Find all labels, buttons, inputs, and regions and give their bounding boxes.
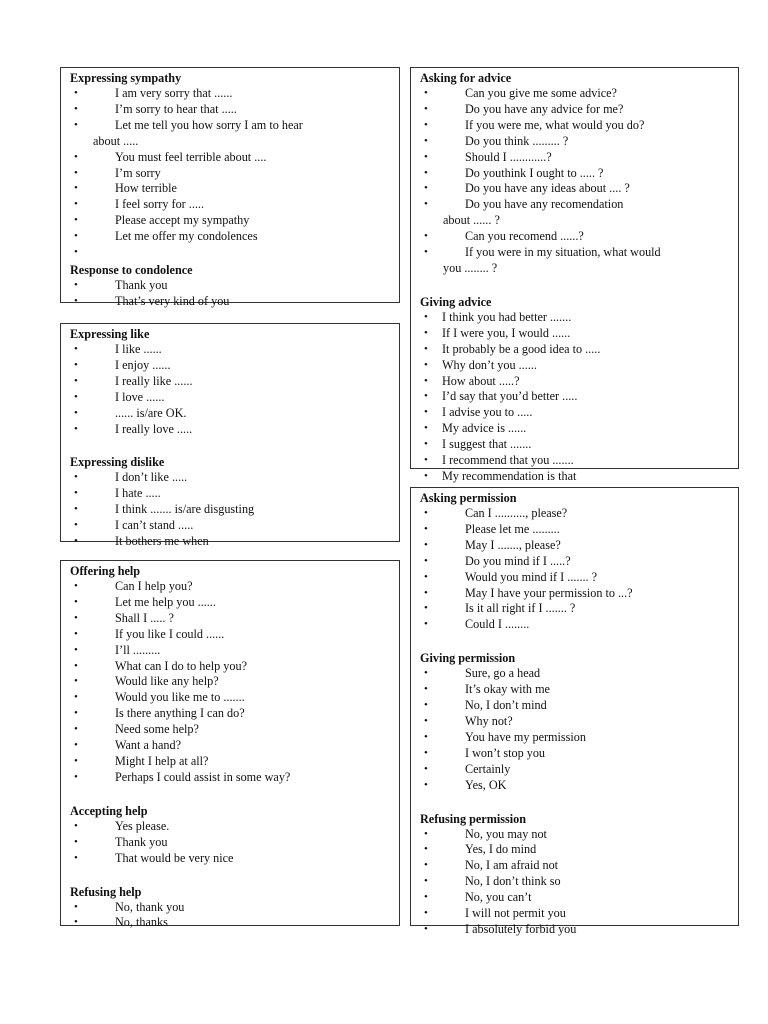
- list-item: • Let me help you ......: [70, 595, 391, 611]
- list-item: • I really love .....: [70, 422, 391, 438]
- bullet-list: [70, 278, 391, 310]
- section-title: Accepting help: [70, 803, 148, 818]
- list-item: • I am very sorry that ......: [70, 86, 391, 102]
- list-item: [420, 197, 730, 229]
- advice-box: [410, 67, 739, 483]
- list-item: • I like ......: [70, 342, 391, 358]
- list-item: • My recommendation is that: [420, 469, 730, 485]
- list-item: • Could I ........: [420, 617, 730, 633]
- bullet-list: [420, 310, 730, 485]
- list-item: • Why not?: [420, 714, 730, 730]
- list-item: • Need some help?: [70, 722, 391, 738]
- list-item: • Might I help at all?: [70, 754, 391, 770]
- section-title: Offering help: [70, 564, 141, 578]
- list-item: • I really like ......: [70, 374, 391, 390]
- bullet-list: [70, 819, 391, 867]
- list-item: • If you like I could ......: [70, 627, 391, 643]
- list-item: • If you were me, what would you do?: [420, 118, 730, 134]
- list-item: • It’s okay with me: [420, 682, 730, 698]
- list-item: • Do youthink I ought to ..... ?: [420, 166, 730, 182]
- list-item: • Do you think ......... ?: [420, 134, 730, 150]
- list-item: • Thank you: [70, 278, 391, 294]
- bullet-list: [70, 342, 391, 437]
- list-item: • Can I help you?: [70, 579, 391, 595]
- list-item: • I won’t stop you: [420, 746, 730, 762]
- section-title: Giving permission: [420, 651, 516, 666]
- permission-box: [410, 487, 739, 936]
- list-item: • No, I am afraid not: [420, 858, 730, 874]
- list-item: • May I have your permission to ...?: [420, 586, 730, 602]
- list-item: [420, 245, 730, 277]
- list-item: • Can you recomend ......?: [420, 229, 730, 245]
- list-item: • I feel sorry for .....: [70, 197, 391, 213]
- bullet-list: [70, 579, 391, 786]
- list-item: • I’d say that you’d better .....: [420, 389, 730, 405]
- list-item: • Would like any help?: [70, 674, 391, 690]
- list-item: • No, I don’t mind: [420, 698, 730, 714]
- list-item: • No, thank you: [70, 900, 391, 916]
- list-item: • Can you give me some advice?: [420, 86, 730, 102]
- list-item: • Would you like me to .......: [70, 690, 391, 706]
- section-title: Response to condolence: [70, 262, 193, 277]
- list-item: • Do you have any advice for me?: [420, 102, 730, 118]
- list-item: • That’s very kind of you: [70, 294, 391, 310]
- list-item: • Sure, go a head: [420, 666, 730, 682]
- bullet-list: [70, 470, 391, 550]
- list-item: • Is it all right if I ....... ?: [420, 601, 730, 617]
- section-title: Giving advice: [420, 294, 492, 309]
- list-item: • Yes, I do mind: [420, 842, 730, 858]
- section-title: Asking for advice: [420, 71, 512, 85]
- list-item: • You must feel terrible about ....: [70, 150, 391, 166]
- section-title: Expressing dislike: [70, 455, 165, 470]
- list-item: • Perhaps I could assist in some way?: [70, 770, 391, 786]
- list-item-text: Do you have any recomendation: [465, 197, 624, 212]
- list-item: • Certainly: [420, 762, 730, 778]
- list-item: • ...... is/are OK.: [70, 406, 391, 422]
- list-item: • I think you had better .......: [420, 310, 730, 326]
- section-title: Asking permission: [420, 491, 517, 505]
- list-item: • Can I .........., please?: [420, 506, 730, 522]
- list-item: • Let me offer my condolences: [70, 229, 391, 245]
- list-item: • Is there anything I can do?: [70, 706, 391, 722]
- bullet-list: [420, 506, 730, 633]
- list-item: • No, you can’t: [420, 890, 730, 906]
- list-item: • My advice is ......: [420, 421, 730, 437]
- list-item: • I recommend that you .......: [420, 453, 730, 469]
- bullet-list: [420, 86, 730, 277]
- list-item: • You have my permission: [420, 730, 730, 746]
- list-item: • How terrible: [70, 181, 391, 197]
- like-box: [60, 323, 400, 549]
- list-item: • I suggest that .......: [420, 437, 730, 453]
- list-item: • I enjoy ......: [70, 358, 391, 374]
- list-item: • How about .....?: [420, 374, 730, 390]
- section-title: Expressing sympathy: [70, 71, 182, 85]
- bullet-list: [70, 900, 391, 932]
- list-item: • If I were you, I would ......: [420, 326, 730, 342]
- list-item-continuation: about ...... ?: [443, 213, 500, 228]
- list-item: • No, you may not: [420, 827, 730, 843]
- list-item: [70, 118, 391, 150]
- help-box: [60, 560, 400, 930]
- list-item: • Yes please.: [70, 819, 391, 835]
- list-item: • That would be very nice: [70, 851, 391, 867]
- list-item: • I absolutely forbid you: [420, 922, 730, 938]
- bullet-list: [420, 666, 730, 793]
- list-item: • I’m sorry to hear that .....: [70, 102, 391, 118]
- list-item: • Do you have any ideas about .... ?: [420, 181, 730, 197]
- sympathy-box: [60, 67, 400, 308]
- list-item: • May I ......., please?: [420, 538, 730, 554]
- list-item: • No, I don’t think so: [420, 874, 730, 890]
- list-item-continuation: you ........ ?: [443, 260, 498, 275]
- list-item: • Do you mind if I .....?: [420, 554, 730, 570]
- list-item: • Please accept my sympathy: [70, 213, 391, 229]
- list-item: • I don’t like .....: [70, 470, 391, 486]
- section-title: Refusing help: [70, 884, 142, 899]
- list-item: • Please let me .........: [420, 522, 730, 538]
- section-title: Expressing like: [70, 327, 150, 341]
- list-item: [70, 245, 391, 261]
- list-item-text: If you were in my situation, what would: [465, 245, 661, 260]
- bullet-list: [420, 827, 730, 938]
- list-item: • Shall I ..... ?: [70, 611, 391, 627]
- list-item: • Thank you: [70, 835, 391, 851]
- list-item: • It probably be a good idea to .....: [420, 342, 730, 358]
- bullet-list: [70, 86, 391, 261]
- list-item-text: Let me tell you how sorry I am to hear: [115, 117, 303, 132]
- list-item: • I advise you to .....: [420, 405, 730, 421]
- list-item: • Want a hand?: [70, 738, 391, 754]
- list-item: • Should I ............?: [420, 150, 730, 166]
- list-item-continuation: about .....: [93, 133, 139, 148]
- section-title: Refusing permission: [420, 811, 526, 826]
- list-item: • I think ....... is/are disgusting: [70, 502, 391, 518]
- list-item: • Would you mind if I ....... ?: [420, 570, 730, 586]
- list-item: • Yes, OK: [420, 778, 730, 794]
- list-item: • I hate .....: [70, 486, 391, 502]
- list-item: • What can I do to help you?: [70, 659, 391, 675]
- list-item: • I will not permit you: [420, 906, 730, 922]
- list-item: • I’m sorry: [70, 166, 391, 182]
- list-item: • Why don’t you ......: [420, 358, 730, 374]
- list-item: • I love ......: [70, 390, 391, 406]
- list-item: • It bothers me when: [70, 534, 391, 550]
- list-item: • I can’t stand .....: [70, 518, 391, 534]
- list-item: • No, thanks: [70, 915, 391, 931]
- list-item: • I’ll .........: [70, 643, 391, 659]
